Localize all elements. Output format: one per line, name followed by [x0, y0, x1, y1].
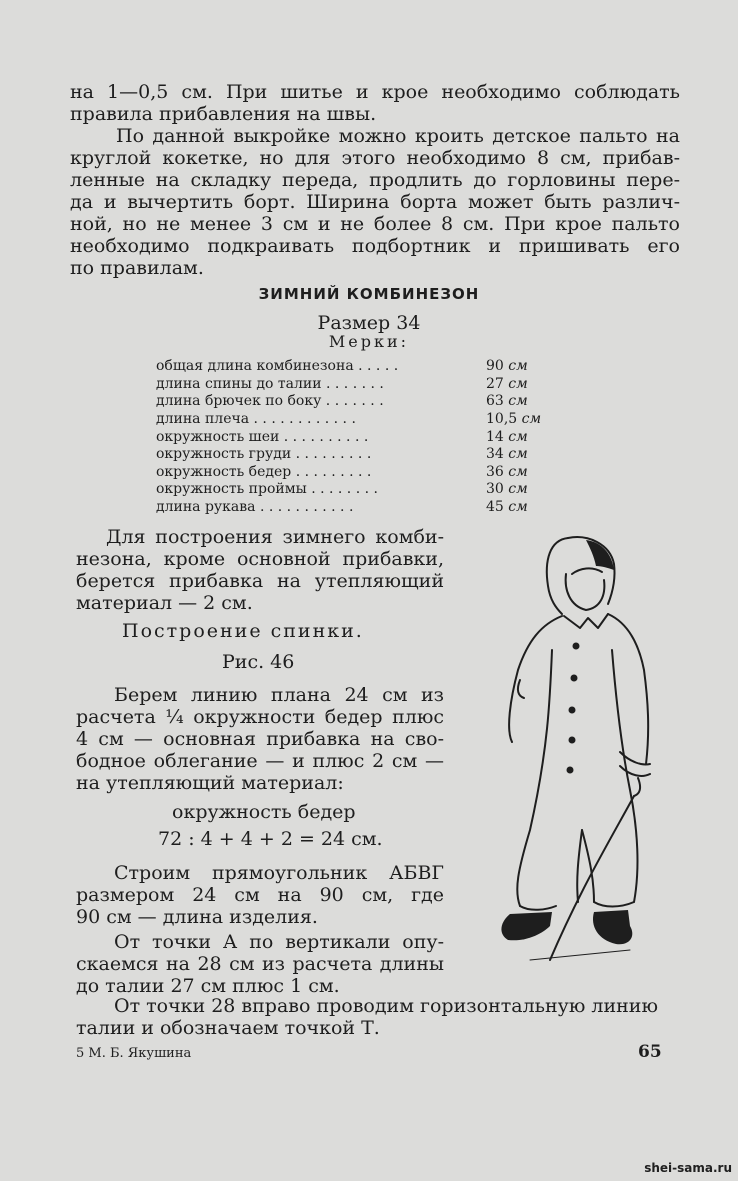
text-line: расчета ¼ окружности бедер плюс — [76, 706, 444, 728]
subsection-title: Построение спинки. — [122, 620, 364, 642]
measure-unit: см — [508, 499, 528, 516]
measure-unit: см — [508, 481, 528, 498]
text-line: ной, но не менее 3 см и не более 8 см. При крое пальто — [70, 213, 680, 235]
text-line: на утепляющий материал: — [76, 772, 344, 794]
text-line: материал — 2 см. — [76, 592, 253, 614]
page-number: 65 — [638, 1042, 662, 1062]
text-line: круглой кокетке, но для этого необходимо 8 см, прибав- — [70, 147, 680, 169]
text-line: бодное облегание — и плюс 2 см — — [76, 750, 444, 772]
text-line: берется прибавка на утепляющий — [76, 570, 444, 592]
measure-value — [486, 376, 541, 394]
text-line: да и вычертить борт. Ширина борта может быть различ- — [70, 191, 680, 213]
measure-name: длина брючек по боку . . . . . . . — [156, 393, 384, 410]
site-watermark: shei-sama.ru — [644, 1161, 732, 1175]
measure-row — [156, 464, 541, 482]
measure-value — [486, 481, 541, 499]
measure-name: окружность проймы . . . . . . . . — [156, 481, 378, 498]
footer-signature: 5 М. Б. Якушина — [76, 1046, 192, 1061]
measure-value — [486, 411, 541, 429]
measure-unit: см — [508, 358, 528, 375]
section-heading: ЗИМНИЙ КОМБИНЕЗОН — [258, 285, 480, 303]
measure-name: окружность шеи . . . . . . . . . . — [156, 428, 369, 445]
measure-unit: см — [508, 393, 528, 410]
measure-number: 45 — [486, 499, 504, 516]
measure-row — [156, 376, 541, 394]
measure-unit: см — [508, 446, 528, 463]
measure-unit: см — [508, 375, 528, 392]
measure-value — [486, 428, 541, 446]
measure-number: 10,5 — [486, 411, 518, 428]
measure-row — [156, 428, 541, 446]
point-paragraph — [76, 931, 444, 997]
measure-row — [156, 446, 541, 464]
measure-name: общая длина комбинезона . . . . . — [156, 358, 399, 375]
size-label: Размер 34 — [317, 312, 421, 334]
text-line: От точки А по вертикали опу- — [114, 931, 444, 953]
child-overall-illustration — [490, 530, 670, 1000]
measures-label: Мерки: — [328, 332, 410, 351]
measure-name: окружность груди . . . . . . . . . — [156, 446, 372, 463]
rectangle-paragraph — [76, 862, 444, 928]
text-line: необходимо подкраивать подбортник и пришивать его — [70, 235, 680, 257]
measure-unit: см — [508, 463, 528, 480]
waist-paragraph — [76, 995, 659, 1039]
measure-unit: см — [508, 428, 528, 445]
text-line: От точки 28 вправо проводим горизонтальную линию — [114, 995, 659, 1017]
text-line: талии и обозначаем точкой Т. — [76, 1017, 380, 1039]
text-line: правила прибавления на швы. — [70, 103, 377, 125]
allowance-paragraph — [76, 526, 444, 614]
measure-name: длина спины до талии . . . . . . . — [156, 375, 384, 392]
text-line: по правилам. — [70, 257, 204, 279]
text-line: Строим прямоугольник АБВГ — [114, 862, 444, 884]
text-line: 90 см — длина изделия. — [76, 906, 318, 928]
text-line: ленные на складку переда, продлить до горловины пере- — [70, 169, 680, 191]
text-line: до талии 27 см плюс 1 см. — [76, 975, 340, 997]
measure-value — [486, 464, 541, 482]
measure-row — [156, 393, 541, 411]
measure-number: 30 — [486, 481, 504, 498]
text-line: По данной выкройке можно кроить детское пальто на — [116, 125, 680, 147]
measure-name: длина плеча . . . . . . . . . . . . — [156, 411, 356, 428]
measure-number: 36 — [486, 463, 504, 480]
measure-name: длина рукава . . . . . . . . . . . — [156, 499, 354, 516]
measures-table — [156, 358, 541, 516]
measure-value — [486, 499, 541, 517]
text-line: Берем линию плана 24 см из — [114, 684, 444, 706]
text-line: на 1—0,5 см. При шитье и крое необходимо соблюдать — [70, 81, 680, 103]
formula: 72 : 4 + 4 + 2 = 24 см. — [158, 828, 383, 850]
text-line: незона, кроме основной прибавки, — [76, 548, 444, 570]
text-line: скаемся на 28 см из расчета длины — [76, 953, 444, 975]
measure-number: 27 — [486, 375, 504, 392]
measure-unit: см — [521, 411, 542, 428]
measure-value — [486, 358, 541, 376]
intro-paragraph — [70, 81, 680, 279]
measure-number: 14 — [486, 428, 504, 445]
text-line: размером 24 см на 90 см, где — [76, 884, 444, 906]
plan-paragraph — [76, 684, 444, 794]
figure-reference: Рис. 46 — [222, 651, 295, 673]
measure-row — [156, 358, 541, 376]
measure-value — [486, 393, 541, 411]
measure-name: окружность бедер . . . . . . . . . — [156, 463, 372, 480]
measure-number: 34 — [486, 446, 504, 463]
measure-row — [156, 411, 541, 429]
measure-row — [156, 481, 541, 499]
measure-row — [156, 499, 541, 517]
formula-label: окружность бедер — [172, 801, 356, 823]
measure-number: 90 — [486, 358, 504, 375]
text-line: Для построения зимнего комби- — [106, 526, 444, 548]
measure-value — [486, 446, 541, 464]
text-line: 4 см — основная прибавка на сво- — [76, 728, 444, 750]
measure-number: 63 — [486, 393, 504, 410]
